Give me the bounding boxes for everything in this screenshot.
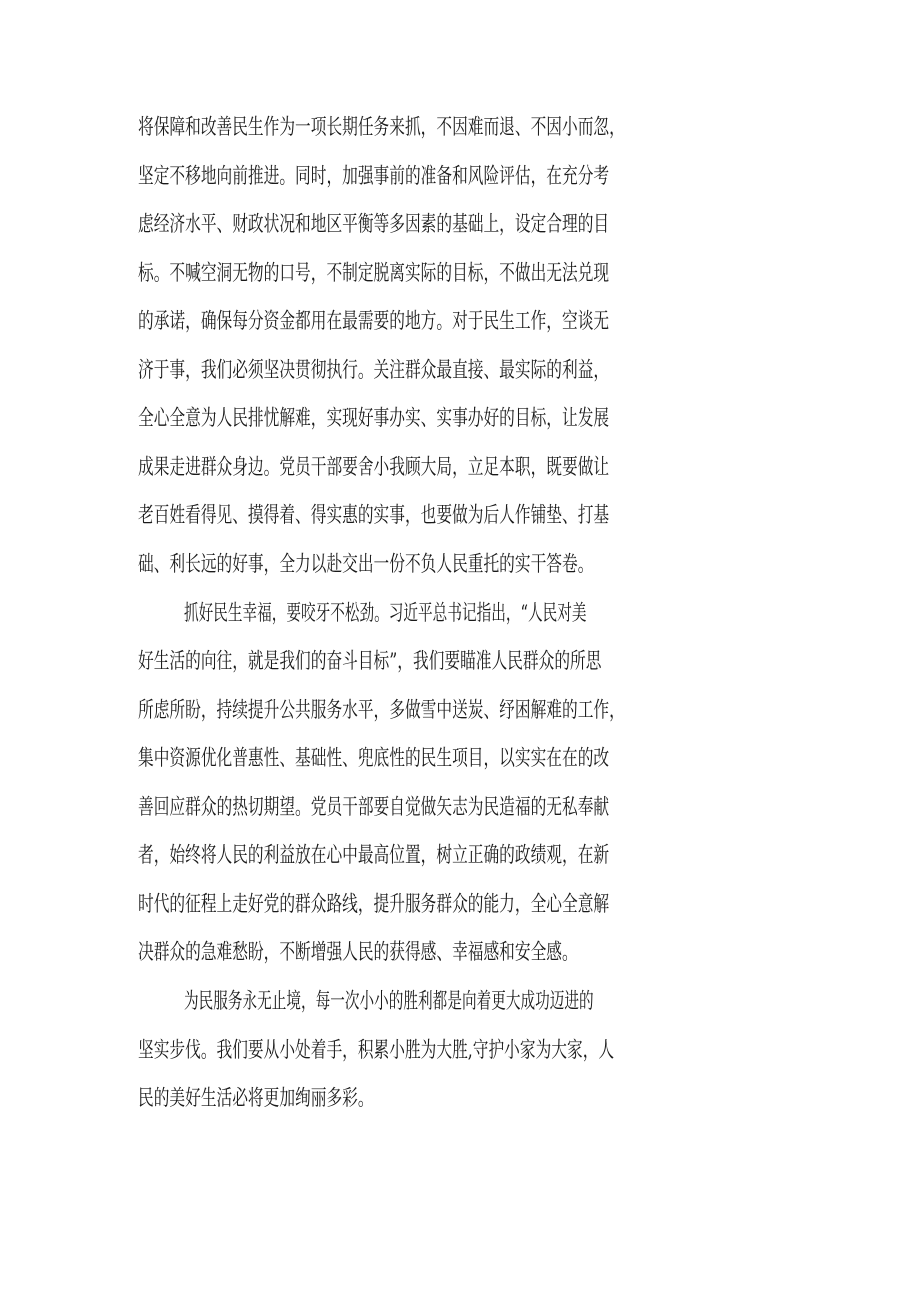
paragraph-3-line-1: 为民服务永无止境，每一次小小的胜利都是向着更大成功迈进的 <box>184 989 594 1014</box>
paragraph-1-line-5: 的承诺，确保每分资金都用在最需要的地方。对于民生工作，空谈无 <box>138 309 610 334</box>
paragraph-3-line-2: 坚实步伐。我们要从小处着手，积累小胜为大胜,守护小家为大家，人 <box>138 1038 615 1063</box>
paragraph-1-line-3: 虑经济水平、财政状况和地区平衡等多因素的基础上，设定合理的目 <box>138 212 610 237</box>
paragraph-2-line-1: 抓好民生幸福，要咬牙不松劲。习近平总书记指出，“人民对美 <box>184 601 587 626</box>
paragraph-1-line-9: 老百姓看得见、摸得着、得实惠的实事，也要做为后人作铺垫、打基 <box>138 503 610 528</box>
paragraph-2-line-7: 时代的征程上走好党的群众路线，提升服务群众的能力，全心全意解 <box>138 892 610 917</box>
paragraph-2-line-3: 所虑所盼，持续提升公共服务水平，多做雪中送炭、纾困解难的工作， <box>138 698 625 723</box>
paragraph-1-line-4: 标。不喊空洞无物的口号，不制定脱离实际的目标，不做出无法兑现 <box>138 261 610 286</box>
paragraph-2-line-6: 者，始终将人民的利益放在心中最高位置，树立正确的政绩观，在新 <box>138 843 610 868</box>
paragraph-1-line-7: 全心全意为人民排忧解难，实现好事办实、实事办好的目标，让发展 <box>138 406 610 431</box>
paragraph-2-line-2: 好生活的向往，就是我们的奋斗目标”，我们要瞄准人民群众的所思 <box>138 649 602 674</box>
paragraph-1-line-2: 坚定不移地向前推进。同时，加强事前的准备和风险评估，在充分考 <box>138 164 610 189</box>
paragraph-1-line-1: 将保障和改善民生作为一项长期任务来抓，不因难而退、不因小而忽， <box>138 115 625 140</box>
paragraph-1-line-6: 济于事，我们必须坚决贯彻执行。关注群众最直接、最实际的利益， <box>138 358 610 383</box>
paragraph-2-line-4: 集中资源优化普惠性、基础性、兜底性的民生项目，以实实在在的改 <box>138 746 610 771</box>
paragraph-1-line-8: 成果走进群众身边。党员干部要舍小我顾大局，立足本职，既要做让 <box>138 455 610 480</box>
paragraph-2-line-8: 决群众的急难愁盼，不断增强人民的获得感、幸福感和安全感。 <box>138 940 578 965</box>
paragraph-2-line-5: 善回应群众的热切期望。党员干部要自觉做矢志为民造福的无私奉献 <box>138 795 610 820</box>
paragraph-1-line-10: 础、利长远的好事，全力以赴交出一份不负人民重托的实干答卷。 <box>138 552 594 577</box>
paragraph-3-line-3: 民的美好生活必将更加绚丽多彩。 <box>138 1086 374 1111</box>
